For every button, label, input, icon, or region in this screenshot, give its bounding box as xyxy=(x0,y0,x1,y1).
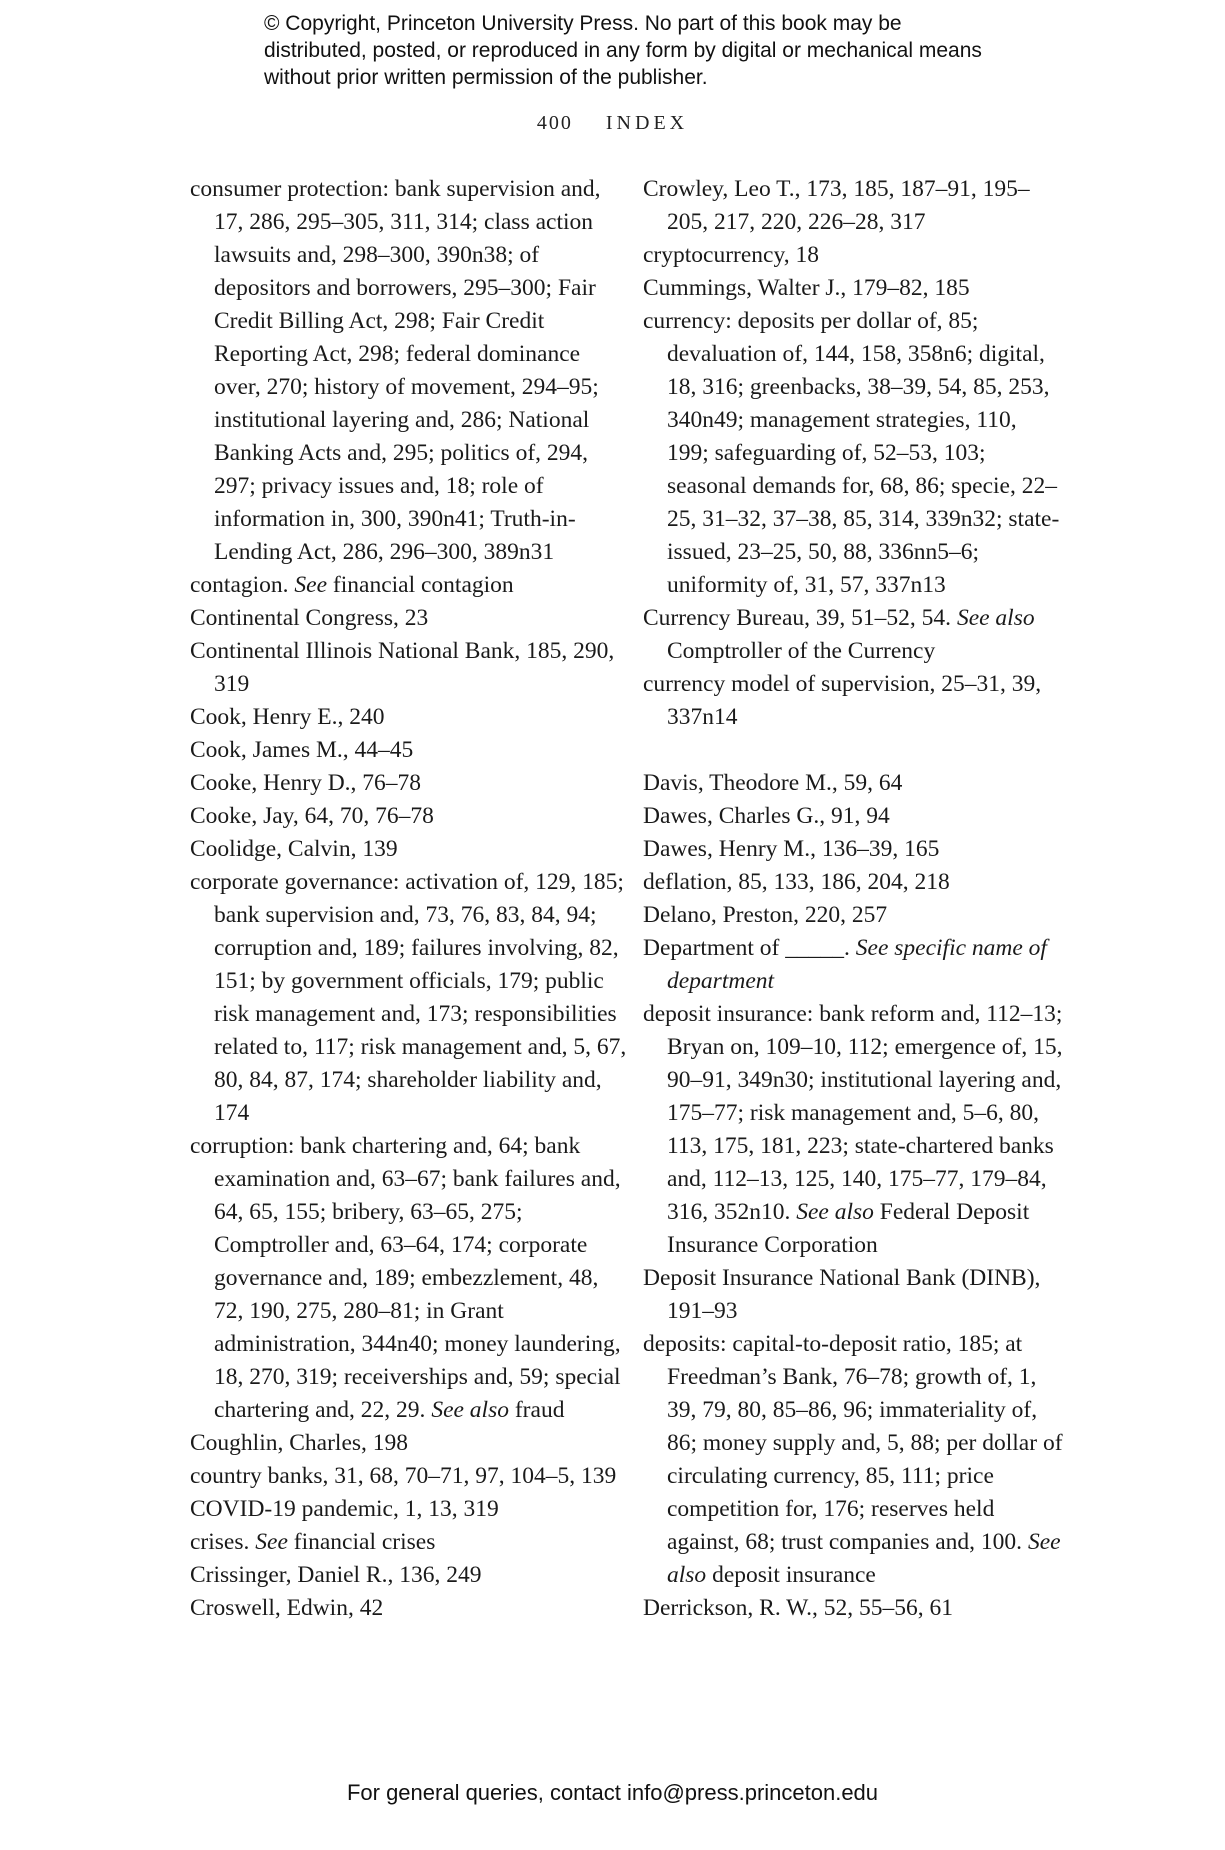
index-entry: Crissinger, Daniel R., 136, 249 xyxy=(190,1562,482,1588)
index-entry: Cooke, Henry D., 76–78 xyxy=(190,770,422,796)
index-entry: Delano, Preston, 220, 257 xyxy=(643,902,888,928)
see-reference: See also xyxy=(431,1397,509,1423)
index-entry xyxy=(190,1130,630,1427)
index-entry: Cook, Henry E., 240 xyxy=(190,704,385,730)
index-entry: Dawes, Charles G., 91, 94 xyxy=(643,803,890,829)
index-entry: country banks, 31, 68, 70–71, 97, 104–5, 139 xyxy=(190,1463,617,1489)
cross-reference-target: Comptroller of the Currency xyxy=(667,638,936,664)
cross-reference-target: fraud xyxy=(508,1397,565,1423)
see-reference: See specific name of department xyxy=(667,935,1047,994)
index-entry xyxy=(643,1328,1063,1592)
index-entry: Continental Congress, 23 xyxy=(190,605,429,631)
index-entry: Continental Illinois National Bank, 185, 290, 319 xyxy=(190,638,615,697)
index-entry: Cook, James M., 44–45 xyxy=(190,737,414,763)
cross-reference-target: deposit insurance xyxy=(706,1562,876,1588)
section-title: INDEX xyxy=(605,112,689,134)
entry-text: Currency Bureau, 39, 51–52, 54. xyxy=(643,605,957,631)
index-entry: corporate governance: activation of, 129, 185; bank supervision and, 73, 76, 83, 84, 94; corruption and, 189; failures involving, 82, 151; by government officials, 179; public risk management and, 173; responsibilities related to, 117; risk management and, 5, 67, 80, 84, 87, 174; shareholder liability and, 174 xyxy=(190,869,627,1126)
index-entry xyxy=(643,932,1063,998)
index-column-left xyxy=(190,173,630,1625)
index-entry: deflation, 85, 133, 186, 204, 218 xyxy=(643,869,950,895)
index-column-right xyxy=(643,173,1063,1625)
index-entry: Coolidge, Calvin, 139 xyxy=(190,836,398,862)
see-reference: See also xyxy=(796,1199,874,1225)
entry-text: crises. xyxy=(190,1529,256,1555)
letter-group-gap xyxy=(643,734,1063,767)
index-entry: Cummings, Walter J., 179–82, 185 xyxy=(643,275,970,301)
running-head xyxy=(0,112,1225,135)
footer-contact: For general queries, contact info@press.princeton.edu xyxy=(346,1780,879,1805)
see-reference: See also xyxy=(956,605,1035,631)
see-reference: See also xyxy=(667,1529,1061,1588)
index-entry: currency model of supervision, 25–31, 39, 337n14 xyxy=(643,671,1042,730)
copyright-notice: © Copyright, Princeton University Press. No part of this book may be distributed, posted, or reproduced in any form by digital or mechanical means without prior written permission of the publisher. xyxy=(264,12,982,89)
index-entry: Deposit Insurance National Bank (DINB), 191–93 xyxy=(643,1265,1041,1324)
index-entry: Crowley, Leo T., 173, 185, 187–91, 195–205, 217, 220, 226–28, 317 xyxy=(643,176,1030,235)
entry-text: deposit insurance: bank reform and, 112–13; Bryan on, 109–10, 112; emergence of, 15, 90–91, 349n30; institutional layering and, 175–77; risk management and, 5–6, 80, 113, 175, 181, 223; state-chartered banks and, 112–13, 125, 140, 175–77, 179–84, 316, 352n10. xyxy=(643,1001,1063,1225)
index-entry xyxy=(643,602,1063,668)
see-reference: See xyxy=(294,572,328,598)
cross-reference-target: financial contagion xyxy=(327,572,514,598)
index-entry: Davis, Theodore M., 59, 64 xyxy=(643,770,903,796)
index-entry: consumer protection: bank supervision and, 17, 286, 295–305, 311, 314; class action lawsuits and, 298–300, 390n38; of depositors and borrowers, 295–300; Fair Credit Billing Act, 298; Fair Credit Reporting Act, 298; federal dominance over, 270; history of movement, 294–95; institutional layering and, 286; National Banking Acts and, 295; politics of, 294, 297; privacy issues and, 18; role of information in, 300, 390n41; Truth-in-Lending Act, 286, 296–300, 389n31 xyxy=(190,176,601,565)
index-entry: cryptocurrency, 18 xyxy=(643,242,819,268)
index-entry: Croswell, Edwin, 42 xyxy=(190,1595,384,1621)
page-number: 400 xyxy=(536,112,573,134)
index-entry xyxy=(190,569,630,602)
cross-reference-target: financial crises xyxy=(287,1529,436,1555)
see-reference: See xyxy=(255,1529,288,1555)
index-entry: Derrickson, R. W., 52, 55–56, 61 xyxy=(643,1595,954,1621)
index-entry: Coughlin, Charles, 198 xyxy=(190,1430,409,1456)
entry-text: deposits: capital-to-deposit ratio, 185; at Freedman’s Bank, 76–78; growth of, 1, 39, 79, 80, 85–86, 96; immateriality of, 86; money supply and, 5, 88; per dollar of circulating currency, 85, 111; price competition for, 176; reserves held against, 68; trust companies and, 100. xyxy=(643,1331,1063,1555)
index-entry xyxy=(643,998,1063,1262)
entry-text: corruption: bank chartering and, 64; bank examination and, 63–67; bank failures and, 64, 65, 155; bribery, 63–65, 275; Comptroller and, 63–64, 174; corporate governance and, 189; embezzlement, 48, 72, 190, 275, 280–81; in Grant administration, 344n40; money laundering, 18, 270, 319; receiverships and, 59; special chartering and, 22, 29. xyxy=(190,1133,621,1423)
index-entry: Dawes, Henry M., 136–39, 165 xyxy=(643,836,940,862)
index-entry xyxy=(190,1526,630,1559)
entry-text: Department of _____. xyxy=(643,935,856,961)
cross-reference-target: Federal Deposit Insurance Corporation xyxy=(667,1199,1030,1258)
index-entry: Cooke, Jay, 64, 70, 76–78 xyxy=(190,803,434,829)
index-entry: COVID-19 pandemic, 1, 13, 319 xyxy=(190,1496,499,1522)
index-entry: currency: deposits per dollar of, 85; devaluation of, 144, 158, 358n6; digital, 18, 316; greenbacks, 38–39, 54, 85, 253, 340n49; management strategies, 110, 199; safeguarding of, 52–53, 103; seasonal demands for, 68, 86; specie, 22–25, 31–32, 37–38, 85, 314, 339n32; state-issued, 23–25, 50, 88, 336nn5–6; uniformity of, 31, 57, 337n13 xyxy=(643,308,1060,598)
entry-text: contagion. xyxy=(190,572,295,598)
